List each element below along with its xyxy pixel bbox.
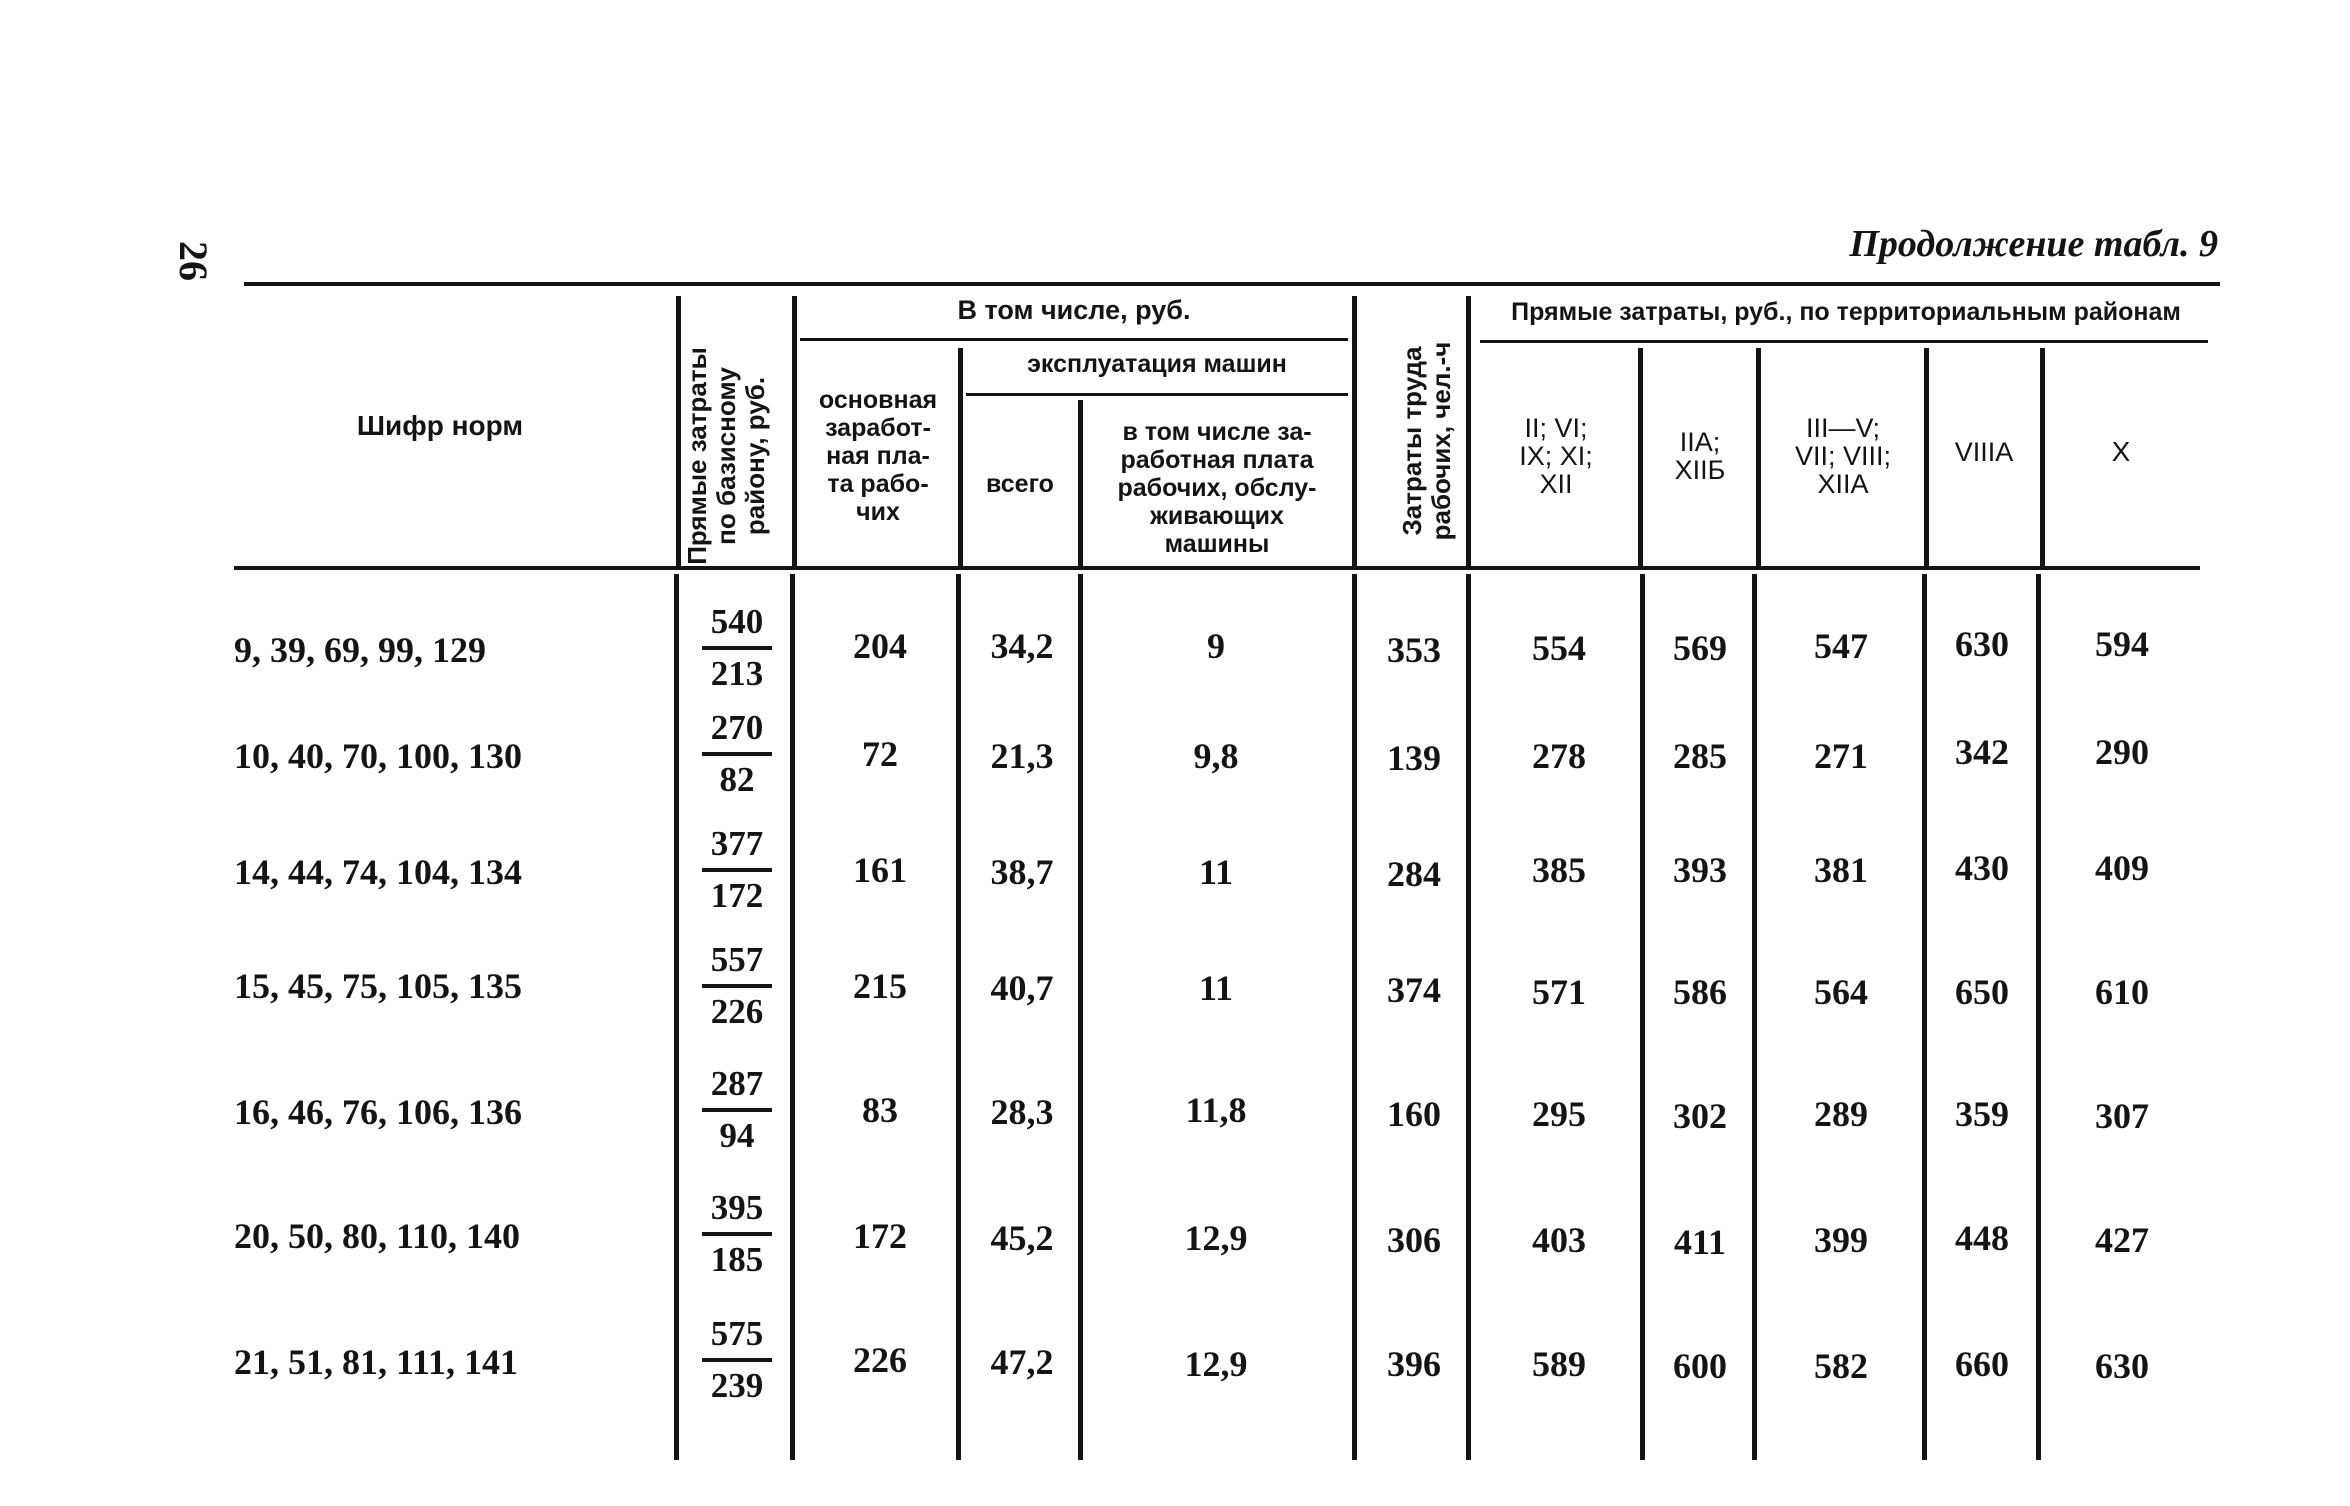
machine-wages-cell: 9 xyxy=(1207,626,1225,666)
col-divider xyxy=(958,348,963,566)
machine-total-cell: 34,2 xyxy=(990,626,1054,666)
fraction-denominator: 172 xyxy=(710,876,764,915)
main-wages-cell: 172 xyxy=(853,1216,907,1256)
table-top-rule xyxy=(244,282,2220,286)
header-region-3: III—V; VII; VIII; XIIА xyxy=(1794,413,1892,499)
territorial-rule xyxy=(1480,340,2208,343)
col-divider xyxy=(1352,574,1357,1460)
region-cell: 569 xyxy=(1673,628,1727,668)
region-cell: 271 xyxy=(1814,736,1868,776)
col-divider xyxy=(1922,574,1927,1460)
fraction-denominator: 94 xyxy=(719,1116,755,1155)
region-cell: 385 xyxy=(1532,850,1586,890)
region-cell: 448 xyxy=(1955,1218,2009,1258)
region-cell: 630 xyxy=(1955,624,2009,664)
region-cell: 403 xyxy=(1532,1220,1586,1260)
machine-wages-cell: 11 xyxy=(1198,852,1233,892)
machine-wages-cell: 9,8 xyxy=(1193,736,1239,776)
header-machine-wages: в том числе за- работная плата рабочих, обслу- живающих машины xyxy=(1117,418,1317,558)
machine-wages-cell: 12,9 xyxy=(1184,1344,1248,1384)
page-number: 26 xyxy=(171,241,216,281)
header-direct-costs-base: Прямые затраты по базисному району, руб. xyxy=(682,347,770,565)
table-continuation-title: Продолжение табл. 9 xyxy=(1849,223,2218,265)
col-divider xyxy=(956,574,961,1460)
fraction-numerator: 540 xyxy=(702,602,772,650)
region-cell: 307 xyxy=(2095,1096,2149,1136)
region-cell: 594 xyxy=(2095,624,2149,664)
labor-cell: 374 xyxy=(1387,970,1441,1010)
col-divider xyxy=(1352,296,1357,566)
region-cell: 302 xyxy=(1673,1096,1727,1136)
row-code: 9, 39, 69, 99, 129 xyxy=(234,630,486,670)
fraction-numerator: 557 xyxy=(702,940,772,988)
header-region-2: IIА; XIIБ xyxy=(1674,427,1726,485)
direct-cost-fraction xyxy=(702,824,772,916)
region-cell: 409 xyxy=(2095,848,2149,888)
header-labor-costs: Затраты труда рабочих, чел.-ч xyxy=(1397,341,1456,541)
main-wages-cell: 226 xyxy=(853,1340,907,1380)
labor-cell: 160 xyxy=(1387,1094,1441,1134)
region-cell: 430 xyxy=(1955,848,2009,888)
header-machine-operation: эксплуатация машин xyxy=(1027,350,1287,378)
col-divider xyxy=(1640,574,1645,1460)
row-code: 15, 45, 75, 105, 135 xyxy=(234,966,522,1006)
incl-group-rule xyxy=(800,338,1348,341)
main-wages-cell: 161 xyxy=(853,850,907,890)
col-divider xyxy=(2036,574,2041,1460)
region-cell: 554 xyxy=(1532,628,1586,668)
main-wages-cell: 83 xyxy=(862,1090,898,1130)
main-wages-cell: 215 xyxy=(853,966,907,1006)
machine-total-cell: 28,3 xyxy=(990,1092,1054,1132)
fraction-numerator: 395 xyxy=(702,1188,772,1236)
machine-total-cell: 38,7 xyxy=(990,852,1054,892)
region-cell: 393 xyxy=(1673,850,1727,890)
machine-op-rule xyxy=(966,393,1348,396)
region-cell: 650 xyxy=(1955,972,2009,1012)
machine-wages-cell: 11 xyxy=(1198,968,1233,1008)
row-code: 10, 40, 70, 100, 130 xyxy=(234,736,522,776)
header-code: Шифр норм xyxy=(356,410,524,441)
col-divider xyxy=(1078,400,1083,566)
col-divider xyxy=(1638,348,1643,566)
col-divider xyxy=(1466,574,1471,1460)
labor-cell: 139 xyxy=(1387,738,1441,778)
header-main-wages: основная заработ- ная пла- та рабо- чих xyxy=(818,386,938,526)
region-cell: 295 xyxy=(1532,1094,1586,1134)
direct-cost-fraction xyxy=(702,940,772,1032)
fraction-denominator: 82 xyxy=(719,760,755,799)
machine-total-cell: 45,2 xyxy=(990,1218,1054,1258)
region-cell: 411 xyxy=(1673,1222,1726,1262)
region-cell: 547 xyxy=(1814,626,1868,666)
col-divider xyxy=(2040,348,2045,566)
col-divider xyxy=(1756,348,1761,566)
region-cell: 589 xyxy=(1532,1344,1586,1384)
row-code: 16, 46, 76, 106, 136 xyxy=(234,1092,522,1132)
main-wages-cell: 204 xyxy=(853,626,907,666)
header-machine-total: всего xyxy=(986,470,1054,498)
region-cell: 278 xyxy=(1532,736,1586,776)
labor-cell: 396 xyxy=(1387,1344,1441,1384)
col-divider xyxy=(1752,574,1757,1460)
col-divider xyxy=(790,574,795,1460)
region-cell: 289 xyxy=(1814,1094,1868,1134)
fraction-denominator: 226 xyxy=(710,992,764,1031)
region-cell: 586 xyxy=(1673,972,1727,1012)
region-cell: 290 xyxy=(2095,732,2149,772)
machine-wages-cell: 12,9 xyxy=(1184,1218,1248,1258)
fraction-denominator: 239 xyxy=(710,1366,764,1405)
machine-total-cell: 47,2 xyxy=(990,1342,1054,1382)
region-cell: 571 xyxy=(1532,972,1586,1012)
region-cell: 285 xyxy=(1673,736,1727,776)
col-divider xyxy=(792,296,797,566)
labor-cell: 284 xyxy=(1387,854,1441,894)
region-cell: 381 xyxy=(1814,850,1868,890)
machine-total-cell: 21,3 xyxy=(990,736,1054,776)
col-divider xyxy=(676,296,681,566)
region-cell: 582 xyxy=(1814,1346,1868,1386)
region-cell: 342 xyxy=(1955,732,2009,772)
region-cell: 427 xyxy=(2095,1220,2149,1260)
col-divider xyxy=(674,574,679,1460)
labor-cell: 353 xyxy=(1387,630,1441,670)
region-cell: 630 xyxy=(2095,1346,2149,1386)
region-cell: 399 xyxy=(1814,1220,1868,1260)
header-region-1: II; VI; IX; XI; XII xyxy=(1519,413,1593,499)
fraction-numerator: 575 xyxy=(702,1314,772,1362)
fraction-denominator: 185 xyxy=(710,1240,764,1279)
fraction-numerator: 377 xyxy=(702,824,772,872)
header-region-5: X xyxy=(2111,436,2131,467)
row-code: 21, 51, 81, 111, 141 xyxy=(234,1342,519,1382)
header-region-4: VIIIА xyxy=(1954,437,2014,467)
region-cell: 359 xyxy=(1955,1094,2009,1134)
machine-total-cell: 40,7 xyxy=(990,968,1054,1008)
header-incl-group: В том числе, руб. xyxy=(957,295,1191,325)
row-code: 20, 50, 80, 110, 140 xyxy=(234,1216,521,1256)
machine-wages-cell: 11,8 xyxy=(1185,1090,1247,1130)
direct-cost-fraction xyxy=(702,602,772,694)
direct-cost-fraction xyxy=(702,1064,772,1156)
labor-cell: 306 xyxy=(1387,1220,1441,1260)
fraction-denominator: 213 xyxy=(710,654,764,693)
col-divider xyxy=(1078,574,1083,1460)
direct-cost-fraction xyxy=(702,708,772,800)
region-cell: 610 xyxy=(2095,972,2149,1012)
direct-cost-fraction xyxy=(702,1188,772,1280)
direct-cost-fraction xyxy=(702,1314,772,1406)
main-wages-cell: 72 xyxy=(862,734,898,774)
header-territorial: Прямые затраты, руб., по территориальным районам xyxy=(1511,298,2181,326)
fraction-numerator: 287 xyxy=(702,1064,772,1112)
region-cell: 564 xyxy=(1814,972,1868,1012)
row-code: 14, 44, 74, 104, 134 xyxy=(234,852,522,892)
region-cell: 660 xyxy=(1955,1344,2009,1384)
region-cell: 600 xyxy=(1673,1346,1727,1386)
header-bottom-rule xyxy=(234,566,2200,570)
fraction-numerator: 270 xyxy=(702,708,772,756)
